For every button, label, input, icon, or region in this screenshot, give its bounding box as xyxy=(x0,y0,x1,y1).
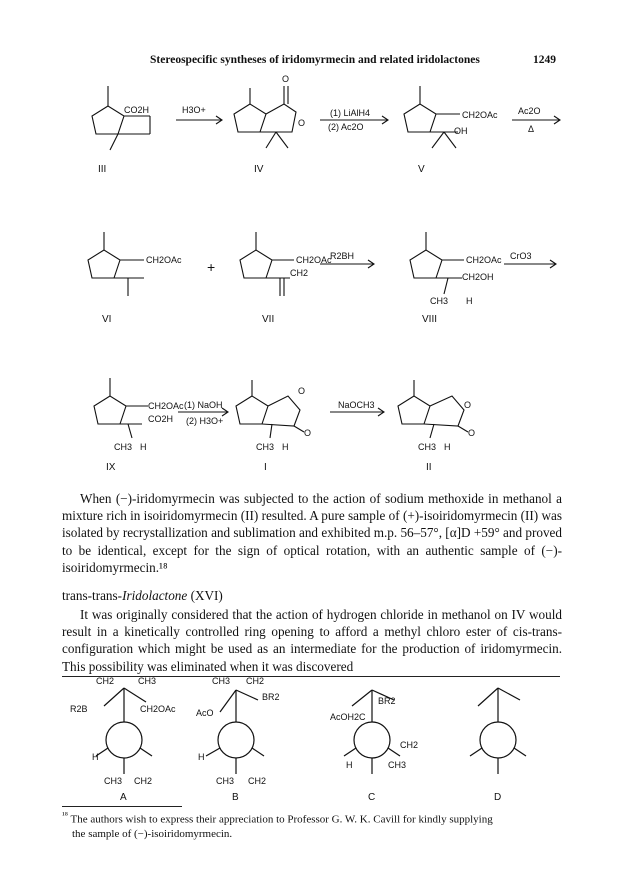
section-heading-italic: Iridolactone xyxy=(122,588,188,603)
arrow-reagent: (2) Ac2O xyxy=(328,122,364,132)
group-label: CH3 xyxy=(256,442,275,452)
group-label: CH3 xyxy=(388,760,407,770)
compound-label: II xyxy=(426,462,432,473)
group-label: CH3 xyxy=(138,676,157,686)
footnote xyxy=(62,808,562,841)
group-label: CH2 xyxy=(400,740,419,750)
paragraph-1: When (−)-iridomyrmecin was subjected to the action of sodium methoxide in methanol a mixture rich in isoiridomyrmecin (II) resulted. A pure sample of (+)-isoiridomyrmecin (II) was isolated by recrystallization and sublimation and exhibited m.p. 56–57°, [α]D +59° and proved to be identical, except for the sign of optical rotation, with an authentic sample of (−)-isoiridomyrmecin.¹⁸ xyxy=(62,491,562,575)
newman-label: D xyxy=(494,792,502,803)
group-label: BR2 xyxy=(378,696,396,706)
group-label: CO2H xyxy=(124,105,150,115)
arrow-reagent: (1) NaOH xyxy=(184,400,223,410)
group-label: R2B xyxy=(70,704,88,714)
section-heading-prefix: trans-trans- xyxy=(62,588,123,603)
arrow-reagent: CrO3 xyxy=(510,251,532,261)
arrow-reagent: Δ xyxy=(528,124,535,134)
group-label: CH2OAc xyxy=(140,704,176,714)
group-label: CH2 xyxy=(134,776,153,786)
newman-A xyxy=(96,688,152,774)
group-label: CO2H xyxy=(148,414,174,424)
arrow-reagent: (2) H3O+ xyxy=(186,416,224,426)
compound-label: V xyxy=(418,164,425,175)
group-label: CH2 xyxy=(248,776,267,786)
group-label: OH xyxy=(454,126,468,136)
running-title: Stereospecific syntheses of iridomyrmecin and related iridolactones xyxy=(150,54,480,66)
section-heading xyxy=(62,588,223,604)
group-label: AcOH2C xyxy=(330,712,366,722)
group-label: CH2OAc xyxy=(148,401,184,411)
structure-VII xyxy=(240,232,294,296)
compound-label: IX xyxy=(106,462,116,473)
arrow-reagent: R2BH xyxy=(330,251,355,261)
group-label: BR2 xyxy=(262,692,280,702)
group-label: O xyxy=(304,428,312,438)
footnote-marker: ¹⁸ xyxy=(62,810,68,820)
group-label: CH2 xyxy=(290,268,309,278)
newman-label: A xyxy=(120,792,127,803)
group-label: CH2OH xyxy=(462,272,494,282)
group-label: H xyxy=(346,760,353,770)
group-label: CH2OAc xyxy=(296,255,332,265)
structure-VIII xyxy=(410,232,464,294)
newman-B xyxy=(206,690,264,774)
newman-label: B xyxy=(232,792,239,803)
plus-sign: + xyxy=(207,259,216,275)
arrow-reagent: H3O+ xyxy=(182,105,206,115)
footnote-line-1: The authors wish to express their appreciation to Professor G. W. K. Cavill for kindly supplying xyxy=(70,813,493,826)
group-label: CH2OAc xyxy=(462,110,498,120)
group-label: CH3 xyxy=(212,676,231,686)
group-label: AcO xyxy=(196,708,214,718)
group-label: O xyxy=(282,74,290,84)
group-label: H xyxy=(466,296,473,306)
arrow-reagent: Ac2O xyxy=(518,106,541,116)
section-heading-suffix: (XVI) xyxy=(187,588,223,603)
figure-top-rule xyxy=(62,676,560,677)
group-label: O xyxy=(298,118,306,128)
paragraph-2: It was originally considered that the action of hydrogen chloride in methanol on IV would result in a kinetically controlled ring opening to afford a methyl chloro ester of cis-trans-configuration which might be used as an intermediate for the production of iridomyrmecin. This possibility was eliminated when it was discovered xyxy=(62,607,562,674)
footnote-rule xyxy=(62,806,182,807)
structure-IX xyxy=(94,378,148,438)
group-label: CH3 xyxy=(430,296,449,306)
group-label: H xyxy=(198,752,205,762)
compound-label: VII xyxy=(262,314,275,325)
group-label: CH3 xyxy=(418,442,437,452)
group-label: CH3 xyxy=(104,776,123,786)
group-label: O xyxy=(468,428,476,438)
compound-label: I xyxy=(264,462,267,473)
group-label: CH2OAc xyxy=(146,255,182,265)
compound-label: VIII xyxy=(422,314,438,325)
group-label: CH2OAc xyxy=(466,255,502,265)
structure-I xyxy=(236,380,304,438)
structure-II xyxy=(398,380,468,438)
structure-VI xyxy=(88,232,144,296)
group-label: CH3 xyxy=(114,442,133,452)
compound-label: III xyxy=(98,164,107,175)
newman-D xyxy=(470,688,526,774)
group-label: H xyxy=(92,752,99,762)
newman-label: C xyxy=(368,792,376,803)
group-label: O xyxy=(298,386,306,396)
group-label: H xyxy=(140,442,147,452)
compound-label: VI xyxy=(102,314,112,325)
group-label: H xyxy=(444,442,451,452)
group-label: CH2 xyxy=(96,676,115,686)
structure-III xyxy=(92,86,150,150)
structure-V xyxy=(404,86,460,148)
group-label: O xyxy=(464,400,472,410)
paragraph-isoiridomyrmecin xyxy=(62,490,562,576)
arrow-reagent: NaOCH3 xyxy=(338,400,375,410)
page-number: 1249 xyxy=(533,54,556,66)
paragraph-hcl-ring-opening xyxy=(62,606,562,675)
arrow-reagent: (1) LiAlH4 xyxy=(330,108,371,118)
footnote-line-2: the sample of (−)-isoiridomyrmecin. xyxy=(72,827,233,840)
group-label: CH2 xyxy=(246,676,265,686)
group-label: H xyxy=(282,442,289,452)
compound-label: IV xyxy=(254,164,264,175)
group-label: CH3 xyxy=(216,776,235,786)
structure-IV xyxy=(234,86,296,148)
